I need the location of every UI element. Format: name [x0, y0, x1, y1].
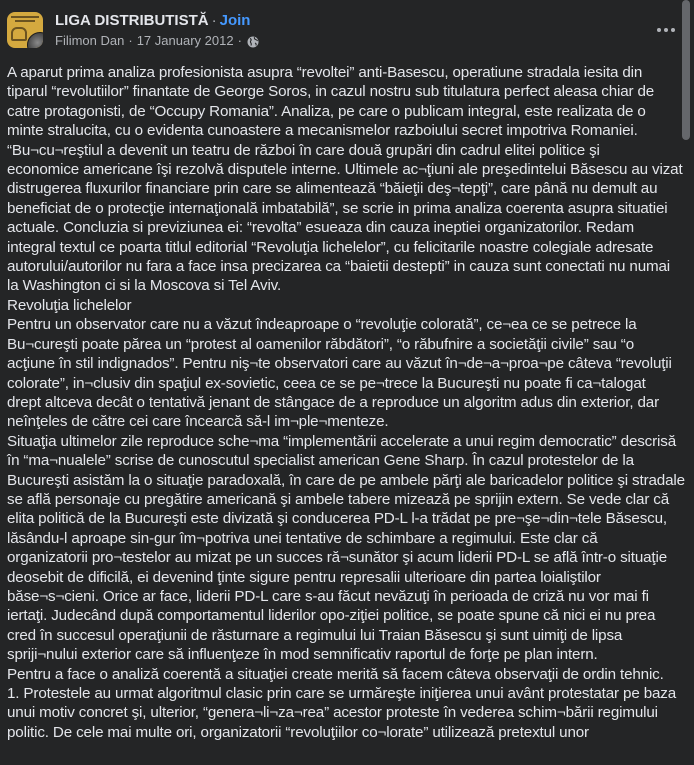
text-line: tiparul “revolutiilor” finantate de George Soros, in cazul nostru sub titulatura perfect aleasa chiar de [7, 83, 655, 101]
post-body [7, 63, 685, 742]
group-avatar[interactable] [7, 12, 43, 48]
text-line: A aparut prima analiza profesionista asupra “revoltei” anti-Basescu, operatiune stradala iesita din [7, 64, 643, 81]
text-line: beneficiat de o protecţie internaţională imbatabilă”, se scrie in prima analiza coerenta asupra situatiei [7, 199, 668, 217]
separator: · [211, 12, 217, 29]
text-line: în “ma¬nualele” scrise de cunoscutul specialist american Gene Sharp. În cazul protestelor de la [7, 452, 634, 470]
text-line: distrugerea fluxurilor financiare prin care se alimentează “băieţii deş¬tepţi”, care până nu demult au [7, 180, 658, 198]
subtitle-line [55, 32, 259, 49]
text-line: Pentru un observator care nu a văzut îndeaproape o “revoluţie colorată”, ce¬ea ce se petrece la [7, 316, 637, 334]
separator: · [237, 33, 242, 48]
text-line: unui motiv concret şi, ulterior, “genera¬li¬za¬rea” acestor proteste în vederea schim¬bării regimului [7, 704, 658, 722]
dot-icon [657, 28, 661, 32]
text-line: catre protagonisti, de “Occupy Romania”. Analiza, pe care o publicam integral, este realizata de o [7, 102, 646, 120]
author-link[interactable]: Filimon Dan [55, 33, 125, 48]
text-line: spriji¬nului exterior care să influenţeze în mod semnificativ raportul de forţe pe plan intern. [7, 646, 598, 664]
text-line: autorului/autorilor nu fara a face insa precizarea ca “baietii destepti” in cauza sunt conectati nu numai [7, 258, 671, 276]
text-line: acţiune în stil indignados”. Pentru niş¬te observatori care au văzut în¬de¬a¬proa¬pe câteva “revoluţii [7, 355, 672, 373]
text-line: 1. Protestele au urmat algoritmul clasic prin care se urmăreşte iniţierea unui avânt protestatar pe baza [7, 685, 677, 702]
separator: · [128, 33, 133, 48]
post-header [7, 10, 259, 50]
author-avatar[interactable] [27, 32, 43, 48]
bottom-edge [0, 752, 694, 765]
join-button[interactable]: Join [219, 12, 251, 29]
text-line: organizatorii pro¬testelor au mizat pe un succes ră¬sunător şi acum liderii PD-L se află într-o situaţie [7, 549, 667, 567]
title-line [55, 11, 259, 30]
dot-icon [664, 28, 668, 32]
text-line: deosebit de dificilă, ei devenind ţinte sigure pentru represalii ulterioare din partea loialiştilor [7, 568, 601, 586]
text-line: neînţeles de către cei care încearcă să-l im¬ple¬menteze. [7, 413, 389, 431]
more-options-button[interactable] [652, 22, 680, 38]
dot-icon [671, 28, 675, 32]
post-meta [55, 11, 259, 49]
text-line: colorate”, in¬clusiv din spaţiul ex-sovietic, ceea ce se pe¬trece la Bucureşti nu poate fi ca¬talogat [7, 374, 646, 392]
text-line: Pentru a face o analiză coerentă a situaţiei create merită să facem câteva observaţii de ordin tehnic. [7, 665, 664, 683]
avatar-decoration [11, 27, 27, 41]
globe-icon[interactable] [247, 35, 259, 47]
text-line: drept altceva decât o tentativă jenant de stângace de a reproduce un algoritm adus din exterior, dar [7, 393, 659, 411]
text-line: la Washington ci si la Moscova si Tel Aviv. [7, 277, 282, 295]
text-line: Bu¬cureşti poate părea un “protest al oamenilor răbdători”, “o răbufnire a societăţii civile” sau “o [7, 335, 634, 353]
text-line: minte stralucita, cu o evidenta cunoastere a mecanismelor razboiului secret impotriva Romaniei. [7, 122, 638, 140]
text-line: “Bu¬cu¬reştiul a devenit un teatru de război în care două grupări din cadrul elitei politice şi [7, 141, 600, 159]
text-line: politic. De cele mai multe ori, organizatorii “revoluţiilor co¬lorate” utilizează pretextul unor [7, 723, 589, 741]
group-name-link[interactable]: LIGA DISTRIBUTISTĂ [55, 12, 209, 29]
text-line: Bucureşti asistăm la o situaţie paradoxală, în care de pe ambele părţi ale baricadelor politice şi stradale [7, 471, 685, 489]
text-line: economice americane îşi rezolvă disputele interne. Ultimele ac¬ţiuni ale preşedintelui Băsescu au vizat [7, 161, 683, 179]
text-line: elita politică de la Bucureşti este divizată şi conducerea PD-L l-a trădat pe pre¬şe¬din¬tele Băsescu, [7, 510, 667, 528]
text-line: cred în succesul operaţiunii de răsturnare a regimului lui Traian Băsescu şi sunt uimiţi de lipsa [7, 626, 623, 644]
text-line: actuale. Concluzia si previziunea ei: “revolta” esueaza din cauza ineptiei organizatorilor. Redam [7, 219, 635, 237]
text-line: se află personaje cu pregătire americană şi ambele tabere mizează pe sprijin extern. Se vede clar că [7, 490, 670, 508]
text-line: integral textul ce poarta titlul editorial “Revoluţia lichelelor”, cu felicitarile noastre colegiale adresate [7, 238, 654, 256]
avatar-decoration [15, 20, 35, 22]
text-line: lăsându-l aproape sin-gur îm¬potriva unei tentative de schimbare a regimului. Este clar că [7, 529, 598, 547]
post-date-link[interactable]: 17 January 2012 [136, 33, 234, 48]
text-line: iertaţi. Judecând după comportamentul liderilor opo-ziţiei politice, se poate spune că nici ei nu prea [7, 607, 656, 625]
text-line: băse¬s¬cieni. Orice ar face, liderii PD-L care s-au făcut nevăzuţi în perioada de criză nu vor mai fi [7, 587, 649, 605]
avatar-decoration [11, 16, 39, 18]
text-line: Situaţia ultimelor zile reproduce sche¬ma “implementării accelerate a unui regim democratic” descrisă [7, 432, 676, 450]
section-heading: Revoluţia lichelelor [7, 296, 132, 314]
scrollbar-thumb[interactable] [682, 0, 690, 140]
